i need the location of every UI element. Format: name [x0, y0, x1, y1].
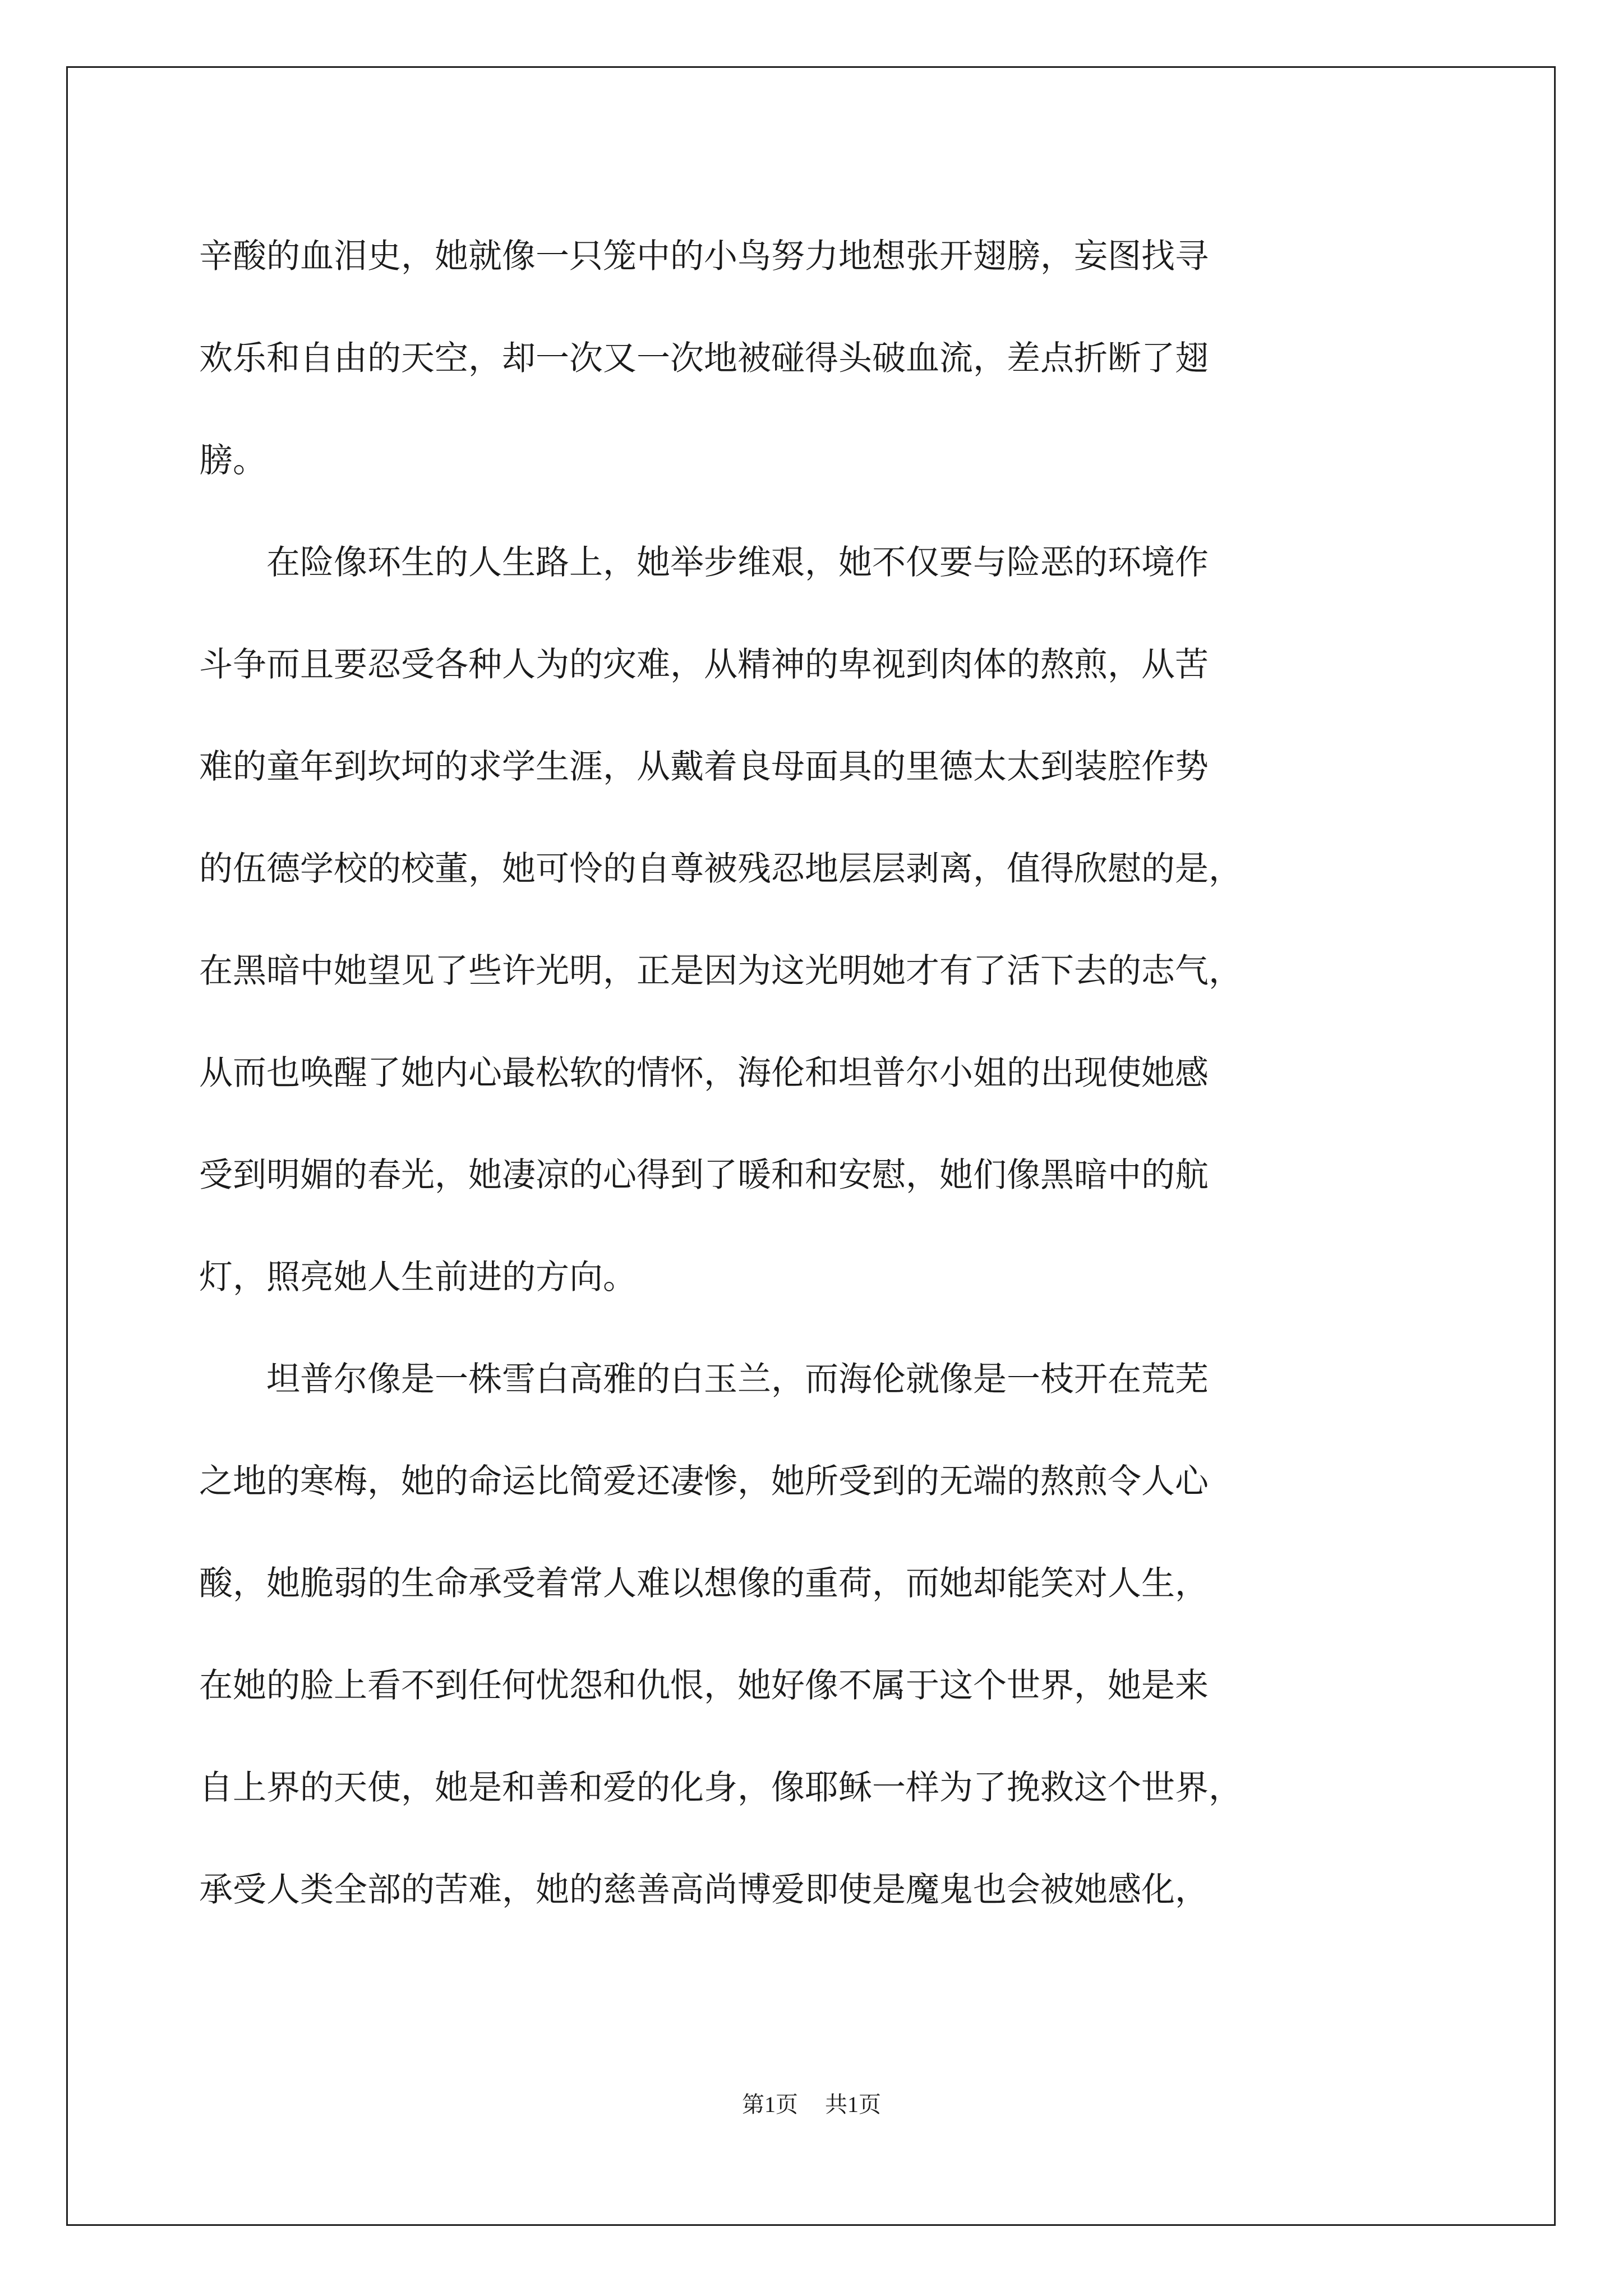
text-line: 自上界的天使，她是和善和爱的化身，像耶稣一样为了挽救这个世界， — [199, 1768, 1242, 1807]
page-total: 共1页 — [825, 2092, 881, 2117]
text-line: 辛酸的血泪史，她就像一只笼中的小鸟努力地想张开翅膀，妄图找寻 — [199, 237, 1209, 276]
text-line: 斗争而且要忍受各种人为的灾难，从精神的卑视到肉体的熬煎，从苦 — [199, 645, 1209, 684]
text-line: 在她的脸上看不到任何忧怨和仇恨，她好像不属于这个世界，她是来 — [199, 1666, 1209, 1705]
text-line: 之地的寒梅，她的命运比简爱还凄惨，她所受到的无端的熬煎令人心 — [199, 1462, 1209, 1501]
text-line: 坦普尔像是一株雪白高雅的白玉兰，而海伦就像是一枝开在荒芜 — [199, 1360, 1209, 1399]
text-line: 受到明媚的春光，她凄凉的心得到了暖和和安慰，她们像黑暗中的航 — [199, 1156, 1209, 1195]
text-line: 灯，照亮她人生前进的方向。 — [199, 1258, 637, 1297]
text-line: 膀。 — [199, 441, 266, 480]
text-line: 难的童年到坎坷的求学生涯，从戴着良母面具的里德太太到装腔作势 — [199, 747, 1209, 786]
page-number: 第1页 — [742, 2092, 798, 2117]
text-line: 在险像环生的人生路上，她举步维艰，她不仅要与险恶的环境作 — [199, 543, 1209, 582]
text-line: 承受人类全部的苦难，她的慈善高尚博爱即使是魔鬼也会被她感化， — [199, 1870, 1209, 1910]
page-footer — [0, 2087, 1623, 2119]
text-line: 从而也唤醒了她内心最松软的情怀，海伦和坦普尔小姐的出现使她感 — [199, 1053, 1209, 1093]
text-line: 欢乐和自由的天空，却一次又一次地被碰得头破血流，差点折断了翅 — [199, 339, 1209, 378]
text-line: 的伍德学校的校董，她可怜的自尊被残忍地层层剥离，值得欣慰的是， — [199, 849, 1242, 889]
text-line: 在黑暗中她望见了些许光明，正是因为这光明她才有了活下去的志气， — [199, 951, 1242, 991]
text-line: 酸，她脆弱的生命承受着常人难以想像的重荷，而她却能笑对人生， — [199, 1564, 1209, 1603]
document-body — [199, 205, 1433, 1941]
